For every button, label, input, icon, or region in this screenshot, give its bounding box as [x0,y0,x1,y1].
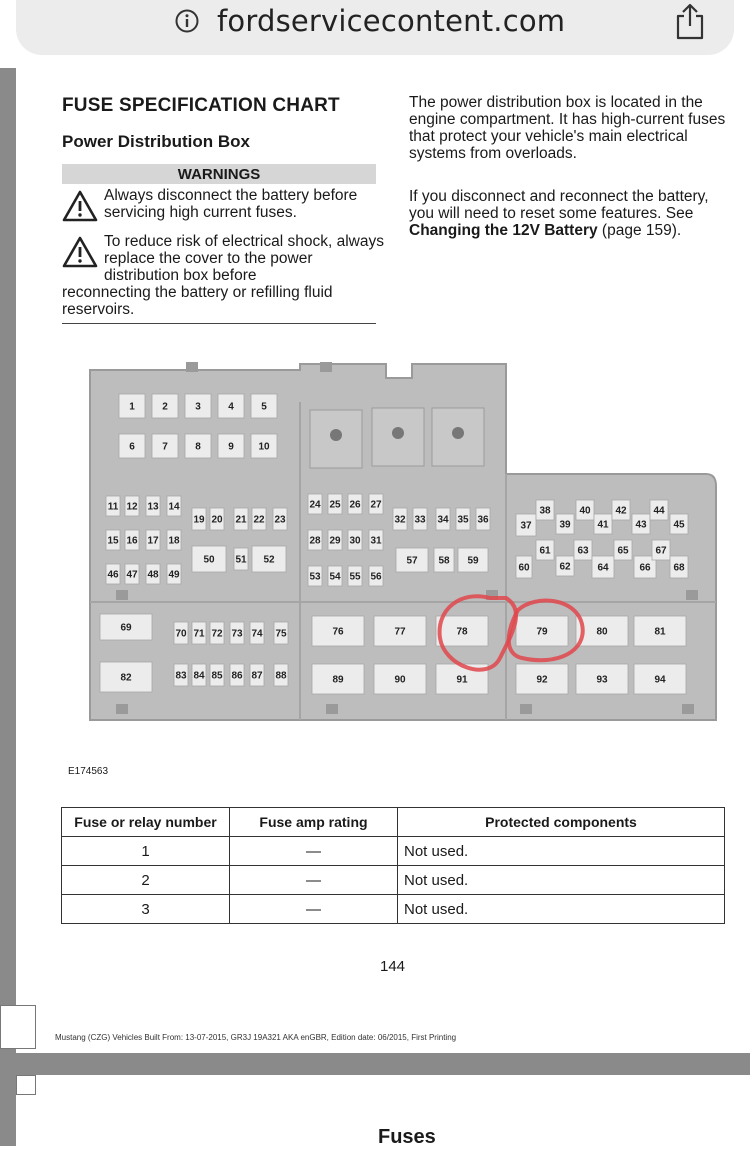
fuse-slot-label: 7 [162,441,168,453]
fuse-slot-label: 38 [539,505,551,517]
fuse-slot [250,664,264,686]
fuse-slot [192,508,206,530]
fuse-slot-label: 32 [394,514,406,526]
fuse-slot-label: 52 [263,554,275,566]
fuse-slot [436,616,488,646]
fuse-slot [218,434,244,458]
fuse-slot [273,508,287,530]
fuse-slot [632,514,650,534]
fuse-slot-label: 89 [332,674,344,686]
fuse-number-cell: 1 [62,837,230,866]
reset-text: If you disconnect and reconnect the battery, you will need to reset some features. See [409,188,709,222]
fuse-slot [106,530,120,550]
fuse-slot-label: 86 [231,670,243,682]
fuse-slot-label: 35 [457,514,469,526]
fuse-slot [556,514,574,534]
fuse-slot-label: 11 [107,501,119,513]
mount-tab [320,362,332,372]
warning-text-2: To reduce risk of electrical shock, always replace the cover to the power distribution box before [104,233,384,284]
fuse-slot [536,540,554,560]
fuse-slot [516,556,532,578]
fuse-slot [119,394,145,418]
fuse-slot-label: 23 [274,514,286,526]
fuse-slot-label: 63 [577,545,589,557]
reset-paragraph [409,188,734,239]
fuse-slot-label: 37 [520,520,532,532]
url-text[interactable]: fordservicecontent.com [217,4,566,38]
fuse-slot-label: 94 [654,674,666,686]
fuse-slot-label: 75 [275,628,287,640]
fuse-slot [396,548,428,572]
info-circle-icon[interactable] [174,8,200,34]
fuse-slot [250,622,264,644]
fuse-slot [328,494,342,514]
location-paragraph: The power distribution box is located in the engine compartment. It has high-current fuses that protect your vehicle's main electrical systems from overloads. [409,94,726,162]
fuse-slot [125,564,139,584]
fuse-slot [146,496,160,516]
fuse-slot [634,664,686,694]
fuse-slot [106,564,120,584]
fuse-slot-label: 46 [107,569,119,581]
fuse-slot-label: 25 [329,499,341,511]
fuse-slot-label: 4 [228,401,234,413]
fuse-slot [210,622,224,644]
fuse-slot-label: 57 [406,555,418,567]
table-row [62,837,725,866]
fuse-slot-label: 85 [211,670,223,682]
fuse-slot-label: 92 [536,674,548,686]
fuse-slot-label: 60 [518,562,530,574]
page-reference: (page 159). [597,222,682,239]
fuse-slot [592,556,614,578]
fuse-slot [328,566,342,586]
fuse-slot-label: 84 [193,670,205,682]
fuse-slot [230,664,244,686]
fuse-slot [252,508,266,530]
fuse-slot-label: 68 [673,562,685,574]
fuse-slot [308,494,322,514]
amp-rating-cell: — [230,895,398,924]
fuse-slot-label: 72 [211,628,223,640]
fuse-slot-label: 42 [615,505,627,517]
fuse-slot-label: 88 [275,670,287,682]
fuse-slot [106,496,120,516]
fuse-slot-label: 65 [617,545,629,557]
warning-text-2-continued: reconnecting the battery or refilling fluid reservoirs. [62,284,333,318]
fuse-slot-label: 61 [539,545,551,557]
fuse-slot [274,664,288,686]
fuse-slot [434,548,454,572]
fuse-slot [167,530,181,550]
fuse-slot-label: 58 [438,555,450,567]
fuse-slot [174,664,188,686]
fuse-slot-label: 76 [332,626,344,638]
fuse-slot-label: 6 [129,441,135,453]
mount-tab [520,704,532,714]
fuse-slot [328,530,342,550]
fuse-slot [374,664,426,694]
fuse-slot-label: 41 [597,519,609,531]
fuse-slot-label: 33 [414,514,426,526]
fuse-slot-label: 64 [597,562,609,574]
fuse-slot [192,664,206,686]
fuse-slot-label: 45 [673,519,685,531]
fuse-slot [614,540,632,560]
fuse-slot [152,394,178,418]
fuse-number-cell: 2 [62,866,230,895]
fuse-slot [308,566,322,586]
fuse-slot [556,556,574,576]
fuse-slot [369,530,383,550]
fuse-slot [274,622,288,644]
fuse-slot-label: 1 [129,401,135,413]
fuse-slot-label: 29 [329,535,341,547]
fuse-slot [369,566,383,586]
fuse-slot-label: 70 [175,628,187,640]
fuse-slot [516,664,568,694]
fuse-slot-label: 16 [126,535,138,547]
fuse-slot-label: 79 [536,626,548,638]
divider [62,323,376,324]
page-edge-handle[interactable] [0,1005,36,1049]
fuse-slot-label: 17 [147,535,159,547]
fuse-slot [252,546,286,572]
fuse-slot-label: 78 [456,626,468,638]
page-number: 144 [380,958,406,975]
bolt-terminal [330,429,342,441]
fuse-slot-label: 24 [309,499,321,511]
fuse-slot [174,622,188,644]
fuse-slot-label: 82 [120,672,132,684]
fuse-slot [670,514,688,534]
fuse-slot-label: 49 [168,569,180,581]
fuse-slot-label: 12 [126,501,138,513]
mount-tab [116,590,128,600]
fuse-slot [152,434,178,458]
fuse-slot-label: 69 [120,622,132,634]
amp-rating-cell: — [230,866,398,895]
mount-tab [116,704,128,714]
fuse-slot [234,508,248,530]
protected-components-cell: Not used. [398,837,725,866]
fuse-slot [348,566,362,586]
viewer-gutter [0,68,16,1146]
fuse-slot-label: 81 [654,626,666,638]
battery-link[interactable]: Changing the 12V Battery [409,222,598,239]
next-page-title: Fuses [378,1126,436,1148]
fuse-slot-label: 87 [251,670,263,682]
fuse-slot [456,508,470,530]
warning-text-1: Always disconnect the battery before servicing high current fuses. [104,187,358,221]
fuse-slot-label: 43 [635,519,647,531]
fuse-slot-label: 93 [596,674,608,686]
fuse-slot-label: 55 [349,571,361,583]
fuse-slot [652,540,670,560]
fuse-slot-label: 56 [370,571,382,583]
page-edge-handle[interactable] [16,1075,36,1095]
mount-tab [326,704,338,714]
fuse-slot-label: 90 [394,674,406,686]
fuse-table [61,807,725,924]
fuse-slot [348,530,362,550]
fuse-slot-label: 62 [559,561,571,573]
fuse-slot-label: 80 [596,626,608,638]
column-header: Protected components [398,808,725,837]
fuse-slot-label: 26 [349,499,361,511]
fuse-slot [369,494,383,514]
fuse-slot [393,508,407,530]
column-header: Fuse amp rating [230,808,398,837]
fuse-slot [308,530,322,550]
fuse-slot-label: 73 [231,628,243,640]
fuse-slot [119,434,145,458]
fuse-slot [167,496,181,516]
warnings-header: WARNINGS [62,164,376,184]
fuse-slot [210,664,224,686]
fuse-box-diagram [86,362,720,724]
page-footer: Mustang (CZG) Vehicles Built From: 13-07-2015, GR3J 19A321 AKA enGBR, Edition date: 06/2015, First Printing [55,1033,457,1042]
fuse-slot-label: 40 [579,505,591,517]
fuse-slot [192,546,226,572]
fuse-slot [576,664,628,694]
fuse-slot [574,540,592,560]
fuse-slot [230,622,244,644]
fuse-slot-label: 8 [195,441,201,453]
fuse-slot [251,434,277,458]
fuse-slot-label: 44 [653,505,665,517]
fuse-slot-label: 67 [655,545,667,557]
warning-triangle-icon [62,190,98,222]
fuse-slot-label: 47 [126,569,138,581]
fuse-slot-label: 48 [147,569,159,581]
page-gap [16,1053,750,1075]
fuse-slot-label: 39 [559,519,571,531]
fuse-slot [251,394,277,418]
fuse-number-cell: 3 [62,895,230,924]
fuse-slot [210,508,224,530]
fuse-slot [413,508,427,530]
figure-id: E174563 [68,766,109,777]
fuse-slot [650,500,668,520]
fuse-slot-label: 22 [253,514,265,526]
protected-components-cell: Not used. [398,895,725,924]
fuse-slot [234,548,248,570]
fuse-slot-label: 34 [437,514,449,526]
fuse-slot [516,514,536,536]
fuse-slot-label: 5 [261,401,267,413]
fuse-slot [185,394,211,418]
fuse-slot-label: 15 [107,535,119,547]
fuse-slot [670,556,688,578]
fuse-slot [125,530,139,550]
fuse-slot [634,616,686,646]
fuse-slot [146,564,160,584]
table-header-row [62,808,725,837]
fuse-slot [458,548,488,572]
fuse-slot [312,616,364,646]
fuse-slot [192,622,206,644]
fuse-slot [516,616,568,646]
fuse-slot-label: 83 [175,670,187,682]
mount-tab [682,704,694,714]
fuse-slot-label: 28 [309,535,321,547]
fuse-slot-label: 27 [370,499,382,511]
fuse-slot-label: 31 [370,535,382,547]
fuse-slot [100,614,152,640]
fuse-slot-label: 10 [258,441,270,453]
fuse-slot-label: 30 [349,535,361,547]
fuse-slot-label: 9 [228,441,234,453]
fuse-slot-label: 91 [456,674,468,686]
fuse-slot-label: 19 [193,514,205,526]
bolt-terminal [392,427,404,439]
page-title: FUSE SPECIFICATION CHART [62,95,340,116]
fuse-slot [476,508,490,530]
fuse-slot [612,500,630,520]
fuse-slot [146,530,160,550]
fuse-slot-label: 18 [168,535,180,547]
fuse-slot-label: 66 [639,562,651,574]
share-icon[interactable] [672,2,708,42]
column-header: Fuse or relay number [62,808,230,837]
fuse-slot [125,496,139,516]
fuse-slot-label: 77 [394,626,406,638]
warning-triangle-icon [62,236,98,268]
amp-rating-cell: — [230,837,398,866]
fuse-slot [218,394,244,418]
fuse-slot-label: 36 [477,514,489,526]
protected-components-cell: Not used. [398,866,725,895]
fuse-slot-label: 53 [309,571,321,583]
fuse-slot-label: 21 [235,514,247,526]
section-subtitle: Power Distribution Box [62,132,250,151]
table-row [62,866,725,895]
bolt-terminal [452,427,464,439]
fuse-slot-label: 74 [251,628,263,640]
fuse-slot [374,616,426,646]
fuse-slot [348,494,362,514]
fuse-slot-label: 59 [467,555,479,567]
fuse-slot [436,508,450,530]
fuse-slot-label: 54 [329,571,341,583]
fuse-slot [536,500,554,520]
fuse-slot-label: 13 [147,501,159,513]
fuse-slot [576,500,594,520]
fuse-slot [594,514,612,534]
fuse-slot [100,662,152,692]
fuse-slot-label: 50 [203,554,215,566]
fuse-slot-label: 20 [211,514,223,526]
table-row [62,895,725,924]
mount-tab [186,362,198,372]
fuse-slot-label: 71 [193,628,205,640]
fuse-slot-label: 3 [195,401,201,413]
mount-tab [686,590,698,600]
fuse-slot-label: 51 [235,554,247,566]
fuse-slot-label: 14 [168,501,180,513]
fuse-slot [167,564,181,584]
fuse-slot [185,434,211,458]
fuse-slot-label: 2 [162,401,168,413]
fuse-slot [312,664,364,694]
